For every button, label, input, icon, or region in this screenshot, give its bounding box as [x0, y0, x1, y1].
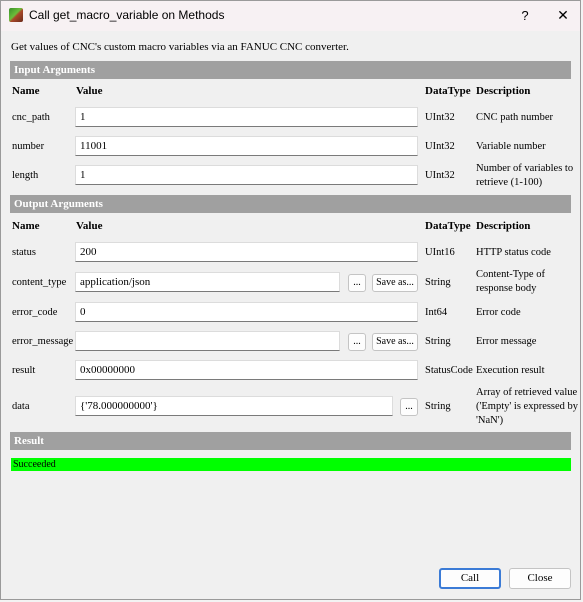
col-header-value: Value — [76, 220, 103, 232]
title-bar — [1, 1, 580, 31]
arg-description: HTTP status code — [476, 247, 551, 258]
arg-description: ('Empty' is expressed by — [476, 401, 579, 412]
arg-datatype: String — [425, 336, 451, 347]
arg-datatype: String — [425, 401, 451, 412]
arg-description: 'NaN') — [476, 415, 504, 426]
output-arguments-header: Output Arguments — [10, 195, 571, 213]
arg-datatype: UInt16 — [425, 247, 455, 258]
number-input[interactable]: 11001 — [75, 136, 418, 156]
arg-name: error_message — [12, 336, 74, 347]
arg-description: Variable number — [476, 141, 546, 152]
arg-name: result — [12, 365, 36, 376]
arg-datatype: UInt32 — [425, 141, 455, 152]
length-input[interactable]: 1 — [75, 165, 418, 185]
data-output[interactable]: {'78.000000000'} — [75, 396, 393, 416]
result-header: Result — [10, 432, 571, 450]
error-code-output[interactable]: 0 — [75, 302, 418, 322]
error-message-save-as-button[interactable]: Save as... — [372, 333, 418, 351]
col-header-description: Description — [476, 220, 531, 232]
window-title: Call get_macro_variable on Methods — [29, 8, 225, 22]
col-header-description: Description — [476, 85, 531, 97]
arg-datatype: UInt32 — [425, 112, 455, 123]
data-more-button[interactable]: ... — [400, 398, 418, 416]
arg-name: number — [12, 141, 45, 152]
method-description: Get values of CNC's custom macro variables via an FANUC CNC converter. — [11, 41, 349, 53]
arg-name: cnc_path — [12, 112, 50, 123]
arg-name: status — [12, 247, 36, 258]
col-header-value: Value — [76, 85, 103, 97]
arg-name: error_code — [12, 307, 58, 318]
result-status-bar: Succeeded — [11, 458, 571, 471]
close-button[interactable]: Close — [509, 568, 571, 589]
status-output[interactable]: 200 — [75, 242, 418, 262]
arg-name: content_type — [12, 277, 67, 288]
arg-description: Error message — [476, 336, 537, 347]
arg-datatype: UInt32 — [425, 170, 455, 181]
error-message-output[interactable] — [75, 331, 340, 351]
col-header-name: Name — [12, 85, 40, 97]
input-arguments-header: Input Arguments — [10, 61, 571, 79]
arg-datatype: StatusCode — [425, 365, 473, 376]
content-type-save-as-button[interactable]: Save as... — [372, 274, 418, 292]
help-button[interactable]: ? — [521, 8, 529, 23]
result-output[interactable]: 0x00000000 — [75, 360, 418, 380]
arg-datatype: String — [425, 277, 451, 288]
col-header-datatype: DataType — [425, 85, 471, 97]
arg-description: Number of variables to — [476, 163, 574, 174]
cnc-path-input[interactable]: 1 — [75, 107, 418, 127]
close-window-button[interactable]: ✕ — [557, 8, 569, 24]
arg-name: data — [12, 401, 30, 412]
content-type-more-button[interactable]: ... — [348, 274, 366, 292]
arg-description: Content-Type of — [476, 269, 545, 280]
arg-description: response body — [476, 283, 537, 294]
arg-description: Error code — [476, 307, 521, 318]
arg-description: Array of retrieved value — [476, 387, 578, 398]
error-message-more-button[interactable]: ... — [348, 333, 366, 351]
arg-name: length — [12, 170, 39, 181]
content-type-output[interactable]: application/json — [75, 272, 340, 292]
col-header-datatype: DataType — [425, 220, 471, 232]
col-header-name: Name — [12, 220, 40, 232]
arg-description: retrieve (1-100) — [476, 177, 543, 188]
app-icon — [9, 8, 23, 22]
arg-datatype: Int64 — [425, 307, 448, 318]
arg-description: Execution result — [476, 365, 545, 376]
arg-description: CNC path number — [476, 112, 553, 123]
call-button[interactable]: Call — [439, 568, 501, 589]
